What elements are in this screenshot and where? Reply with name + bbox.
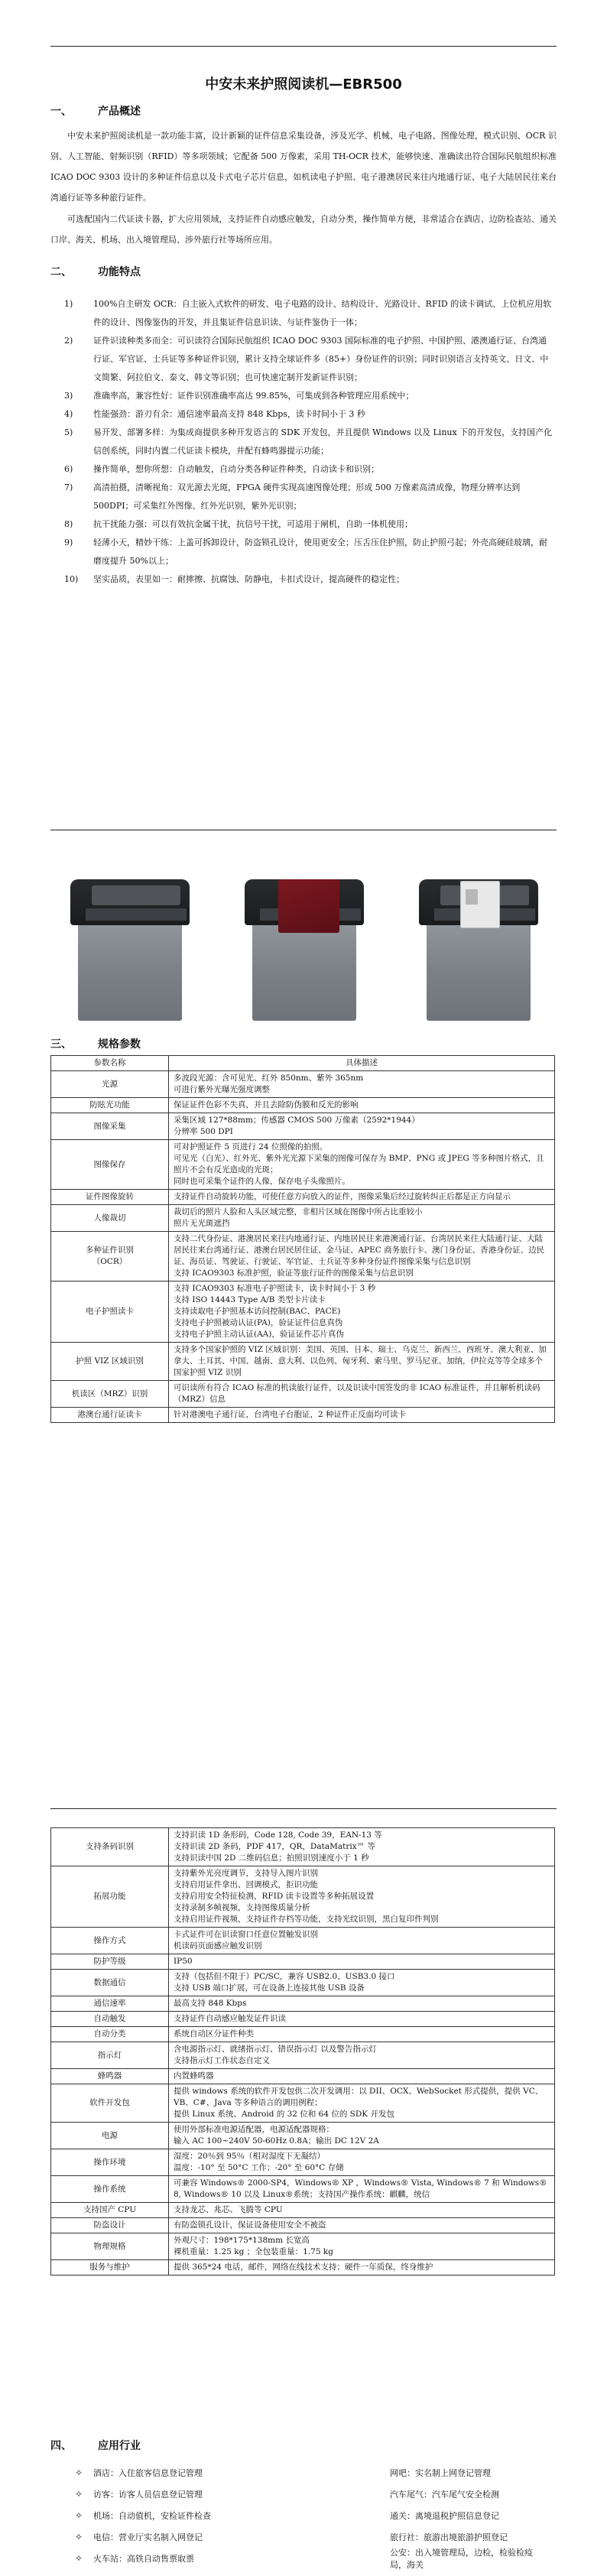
param-name-cell: 软件开发包 [51,2084,169,2123]
industry-text: 旅行社：旅游出境旅游护照登记 [390,2532,508,2542]
table-row [51,2149,555,2176]
table-row [51,2233,555,2260]
param-name-cell: 人像裁切 [51,1205,169,1232]
param-name-cell: 操作方式 [51,1928,169,1954]
param-name-cell: 拓展功能 [51,1866,169,1928]
param-name-cell: 图像采集 [51,1113,169,1140]
diamond-bullet-icon: ✧ [75,2532,83,2542]
param-name-cell: 物理规格 [51,2233,169,2260]
param-name-cell: 港澳台通行证读卡 [51,1408,169,1423]
table-row [51,2218,555,2233]
section-number: 一、 [50,106,72,118]
list-item: 4) 性能强劲：游刃有余：通信速率最高支持 848 Kbps，读卡时间小于 3 秒 [64,409,365,419]
param-value-cell: 有防盗锁孔设计，保证设备使用安全不被盗 [169,2218,555,2233]
device-photo-passport [239,879,368,1025]
device-top [70,879,190,925]
industry-text: 网吧：实名制上网登记管理 [390,2468,491,2478]
table-row [51,1343,555,1381]
section-heading-features [50,264,141,279]
param-value-cell: 内置蜂鸣器 [169,2069,555,2084]
id-card-image [460,881,500,928]
param-value-cell: 裁切后的照片人脸和人头区域完整，非相片区域在图像中所占比重较小 照片无光斑遮挡 [169,1205,555,1232]
param-value-cell: IP50 [169,1954,555,1970]
param-name-cell: 多种证件识别 （OCR） [51,1232,169,1282]
table-row [51,1232,555,1282]
param-name-cell: 指示灯 [51,2042,169,2069]
param-name-cell: 操作系统 [51,2176,169,2203]
table-header-row [51,1056,555,1071]
section-number: 二、 [50,266,72,278]
table-row [51,1408,555,1423]
param-value-cell: 含电源指示灯、就绪指示灯、错误指示灯 以及警告指示灯 支持指示灯工作状态自定义 [169,2042,555,2069]
param-value-cell: 支持二代身份证、港澳居民来往内地通行证、内地居民往来港澳通行证、台湾居民来往大陆通行证、大陆居民往来台湾通行证、港澳台居民居住证、金马证、APEC 商务旅行卡、澳门身份证、香港身份证、边民证、海员证、驾驶证、行驶证、军官证、士兵证等多种身份证件图像采集与信息识别 支持 ICAO9303 标准护照，验证等旅行证件的图像采集与信息识别 [169,1232,555,1282]
feature-list [64,295,553,589]
list-item: 7) 高清拍摄，清晰视角：双光源去光斑，FPGA 硬件实现高速图像处理；形成 500 万像素高清成像，物理分辨率达到 500DPI；可采集红外图像、红外光识别，紫外光识别； [64,482,521,511]
diamond-bullet-icon: ✧ [75,2553,83,2564]
table-row [51,1113,555,1140]
column-header: 参数名称 [51,1056,169,1071]
param-name-cell: 电源 [51,2123,169,2149]
param-value-cell: 可兼容 Windows® 2000-SP4，Windows® XP ，Windows® Vista, Windows® 7 和 Windows® 8, Windows® 10 以及 Linux®系统；支持国产操作系统：麒麟，统信 [169,2176,555,2203]
param-value-cell: 支持识读 1D 条形码，Code 128, Code 39，EAN-13 等 支持识读 2D 条码，PDF 417，QR，DataMatrix™ 等 支持识读中国 2D 二维码信息；拍照识别速度小于 1 秒 [169,1828,555,1866]
table-row [51,1828,555,1866]
column-header: 具体描述 [169,1056,555,1071]
param-name-cell: 机读区（MRZ）识别 [51,1381,169,1408]
param-name-cell: 证件图像旋转 [51,1190,169,1205]
diamond-bullet-icon: ✧ [75,2467,83,2478]
industry-text: 访客：访客人员信息登记管理 [93,2490,203,2500]
table-row [51,1970,555,1996]
param-value-cell: 可识读所有符合 ICAO 标准的机读旅行证件，以及识读中国签发的非 ICAO 标准证件，并且解析机读码（MRZ）信息 [169,1381,555,1408]
list-item [75,2548,549,2569]
device-glass [86,908,187,921]
table-row [51,1381,555,1408]
param-value-cell: 湿度：20％到 95％（相对湿度下无凝结） 温度：-10° 至 50°C 工作；-20° 至 60°C 存储 [169,2149,555,2176]
table-row [51,1866,555,1928]
param-value-cell: 卡式证件可在识读窗口任意位置触发识别 机读码页面感应触发识别 [169,1928,555,1954]
list-item: 8) 抗干扰能力强：可以有效抗金属干扰，抗信号干扰，可适用于闸机，自助一体机使用； [64,519,413,529]
industry-list [75,2462,549,2569]
param-name-cell: 护照 VIZ 区域识别 [51,1343,169,1381]
table-row [51,1996,555,2012]
list-item: 2) 证件识读种类多而全：可识读符合国际民航组织 ICAO DOC 9303 国际标准的电子护照、中国护照、港澳通行证、台湾通行证、军官证、士兵证等多种证件识别，累计支持全球证件多（85+）身份证件的识别；同时识别语言支持英文、日文、中文简繁、阿拉伯文、泰文、韩文等识别；也可快速定制开发新证件识别； [64,336,549,382]
section-title: 产品概述 [98,106,141,118]
param-value-cell: 支持（包括但不限于）PC/SC，兼容 USB2.0、USB3.0 接口 支持 USB 端口扩展，可在设备上连接其他 USB 设备 [169,1970,555,1996]
table-row [51,2012,555,2027]
section-heading-industries [50,2438,141,2453]
document-title: 中安未来护照阅读机—EBR500 [205,76,402,93]
industry-text: 汽车尾气：汽车尾气安全检测 [390,2490,499,2500]
section-title: 功能特点 [98,266,141,278]
param-name-cell: 自动分类 [51,2027,169,2042]
table-row [51,1071,555,1098]
param-value-cell: 使用外部标准电源适配器，电源适配器规格： 输入 AC 100~240V 50-60Hz 0.8A；输出 DC 12V 2A [169,2123,555,2149]
table-row [51,1282,555,1343]
table-row [51,2176,555,2203]
param-name-cell: 操作环境 [51,2149,169,2176]
param-name-cell: 自动触发 [51,2012,169,2027]
device-photo-card [413,879,543,1025]
list-item: 5) 易开发、部署多样：为集成商提供多种开发语言的 SDK 开发包，并且提供 Windows 以及 Linux 下的开发包，支持国产化信创系统，同时内置二代证读卡模块，并配有蜂鸣器提示功能； [64,427,553,456]
diamond-bullet-icon: ✧ [75,2510,83,2521]
param-value-cell: 保证证件色彩不失真，并且去除防伪膜和反光的影响 [169,1098,555,1113]
table-row [51,2027,555,2042]
diamond-bullet-icon: ✧ [75,2489,83,2500]
card-photo [466,889,478,905]
spec-table-2 [50,1827,555,2276]
list-item: 10) 坚实品质，表里如一：耐摔擦、抗腐蚀、防静电，卡扣式设计，提高硬件的稳定性； [64,574,404,584]
spec-table-1 [50,1055,555,1423]
param-name-cell: 电子护照读卡 [51,1282,169,1343]
param-value-cell: 提供 365*24 电话，邮件，网络在线技术支持；硬件一年质保，终身维护 [169,2260,555,2276]
table-row [51,2203,555,2218]
table-row [51,1928,555,1954]
section-title: 规格参数 [98,1038,141,1051]
industry-text: 公安：出入境管理局，边检，检验检疫局，海关 [390,2548,533,2570]
param-name-cell: 图像保存 [51,1140,169,1190]
device-slot [92,885,180,905]
table-row [51,2260,555,2276]
page-break-rule [50,1808,557,1809]
section-number: 四、 [50,2440,72,2452]
header-rule [50,46,557,47]
param-name-cell: 服务与维护 [51,2260,169,2276]
param-name-cell: 支持国产 CPU [51,2203,169,2218]
table-row [51,2123,555,2149]
list-item: 6) 操作简单，想你所想：自动触发，自动分类各种证件种类，自动读卡和识别； [64,464,379,474]
param-value-cell: 支持紫外光亮度调节，支持导入图片识别 支持启用证件拿出、回调模式，拒识功能 支持启用安全特征检测，RFID 读卡设置等多种拓展设置 支持录制多帧视频，支持图像质量分析 支持启用证件视频，支持证件存档等功能，支持光纹识别，黑白复印件判别 [169,1866,555,1928]
list-item: 9) 轻薄小天，精妙干练：上盖可拆卸设计，防盗锁孔设计，使用更安全；压舌压住护照，防止护照弓起；外壳高硬硅玻璃，耐磨度提升 50%以上； [64,538,547,566]
param-value-cell: 系统自动区分证件种类 [169,2027,555,2042]
param-value-cell: 针对港澳电子通行证，台湾电子台胞证，2 种证件正反面均可读卡 [169,1408,555,1423]
param-value-cell: 支持证件自动感应触发证件识读 [169,2012,555,2027]
param-name-cell: 防护等级 [51,1954,169,1970]
industry-text: 酒店：入住旅客信息登记管理 [93,2468,203,2478]
table-row [51,1205,555,1232]
section-heading-overview [50,103,141,119]
param-value-cell: 最高支持 848 Kbps [169,1996,555,2012]
param-name-cell: 光源 [51,1071,169,1098]
section-heading-specs [50,1036,141,1051]
product-photos [64,879,543,1025]
overview-paragraph-2: 可选配国内二代证读卡器，扩大应用领域，支持证件自动感应触发，自动分类，操作简单方便，非常适合在酒店、边防检查站、通关口岸、海关、机场、出入境管理局、涉外旅行社等场所应用。 [50,214,557,245]
param-name-cell: 防眩光功能 [51,1098,169,1113]
device-photo-empty [64,879,194,1025]
param-name-cell: 通信速率 [51,1996,169,2012]
list-item [75,2505,549,2526]
param-value-cell: 多波段光源：含可见光、红外 850nm、紫外 365nm 可进行紫外光曝光强度调整 [169,1071,555,1098]
table-row [51,1098,555,1113]
list-item [75,2483,549,2505]
param-value-cell: 支持龙芯、兆芯、飞腾等 CPU [169,2203,555,2218]
table-row [51,2042,555,2069]
param-name-cell: 防盗设计 [51,2218,169,2233]
param-value-cell: 支持证件自动旋转功能，可使任意方向放入的证件，图像采集后经过旋转纠正后都是正方向显示 [169,1190,555,1205]
industry-text: 通关：离境退税护照信息登记 [390,2511,499,2521]
param-name-cell: 蜂鸣器 [51,2069,169,2084]
industry-text: 火车站：高铁自动售票取票 [93,2554,194,2564]
table-row [51,2069,555,2084]
industry-text: 电信：营业厅实名制入网登记 [93,2532,203,2542]
table-row [51,2084,555,2123]
param-name-cell: 支持条码识别 [51,1828,169,1866]
table-row [51,1140,555,1190]
section-number: 三、 [50,1038,72,1051]
param-value-cell: 外观尺寸：198*175*138mm 长宽高 裸机重量：1.25 kg ；全包装重量：1.75 kg [169,2233,555,2260]
section-title: 应用行业 [98,2440,141,2452]
industry-text: 机场：自动值机，安检证件检查 [93,2511,211,2521]
param-value-cell: 支持多个国家护照的 VIZ 区域识别：美国、英国、日本、瑞士、乌克兰、新西兰、西班牙、澳大利亚、加拿大、土耳其、中国、越南、意大利、以色列、匈牙利、索马里、罗马尼亚、加纳，伊拉克等等全球多个国家护照 VIZ 识别 [169,1343,555,1381]
overview-paragraph: 中安未来护照阅读机是一款功能丰富，设计新颖的证件信息采集设备，涉及光学、机械、电子电路、图像处理，模式识别、OCR 识别、人工智能、射频识别（RFID）等多项领域；它配备 500 万像素，采用 TH-OCR 技术，能够快速、准确读出符合国际民航组织标准 ICAO DOC 9303 设计的多种证件信息以及卡式电子芯片信息，如机读电子护照、电子港澳居民来往内地通行证、电子大陆居民往来台湾通行证等多种旅行证件。 [50,131,557,203]
table-row [51,1190,555,1205]
param-name-cell: 数据通信 [51,1970,169,1996]
param-value-cell: 提供 windows 系统的软件开发包供二次开发调用：以 DII、OCX、WebSocket 形式提供，提供 VC、VB、C#、Java 等多种语言的调用例程； 提供 Linux 系统、Android 的 32 位和 64 位的 SDK 开发包 [169,2084,555,2123]
list-item [75,2526,549,2548]
param-value-cell: 支持 ICAO9303 标准电子护照读卡，读卡时间小于 3 秒 支持 ISO 14443 Type A/B 类型卡片读卡 支持读取电子护照基本访问控制(BAC、PACE) 支持电子护照被动认证(PA)，验证证件信息真伪 支持电子护照主动认证(AA)，验证证件芯片真伪 [169,1282,555,1343]
param-value-cell: 采集区域 127*88mm；传感器 CMOS 500 万像素（2592*1944） 分辨率 500 DPI [169,1113,555,1140]
passport-image [278,879,339,933]
list-item [75,2462,549,2483]
param-value-cell: 可对护照证件 5 页进行 24 位照像的拍照。 可见光（白光）、红外光、紫外光光源下采集的图像可保存为 BMP、PNG 或 JPEG 等多种图片格式，且照片不会有反光造成的光斑； 同时也可采集个证件的人像，保存电子头像照片。 [169,1140,555,1190]
list-item: 1) 100%自主研发 OCR：自主嵌入式软件的研发、电子电路的设计、结构设计、光路设计、RFID 的读卡调试、上位机应用软件的设计、图像鉴伪的开发，并且集证件信息识读、与证件鉴伪于一体； [64,299,552,327]
list-item: 3) 准确率高，兼容性好：证件识别准确率高达 99.85%，可集成到各种管理应用系统中； [64,391,414,401]
table-row [51,1954,555,1970]
